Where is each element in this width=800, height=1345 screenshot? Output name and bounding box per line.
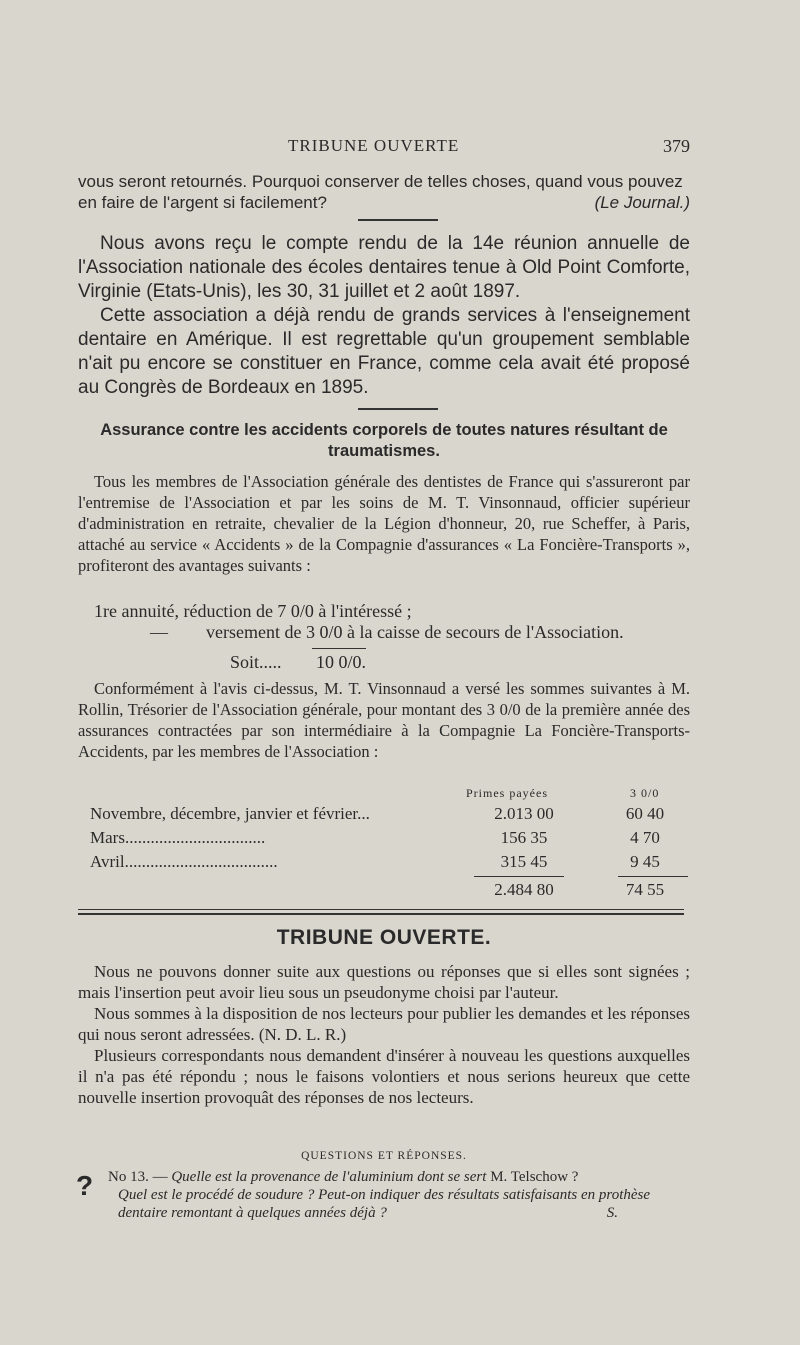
- question-author: M. Telschow ?: [490, 1169, 579, 1185]
- separator-rule: [358, 408, 438, 410]
- dash: —: [150, 622, 168, 642]
- assurance-heading: Assurance contre les accidents corporels de toutes natures résultant de traumatismes.: [100, 421, 668, 460]
- tribune-heading: TRIBUNE OUVERTE.: [276, 926, 492, 949]
- question-mark-icon: ?: [76, 1170, 94, 1201]
- soit-rule: [312, 648, 366, 649]
- journal-text: vous seront retournés. Pourquoi conserver de telles choses, quand vous pouvez en faire de l'argent si facilement?: [78, 172, 683, 212]
- total-pct: 74 55: [625, 880, 665, 899]
- questions-heading: QUESTIONS ET RÉPONSES.: [301, 1150, 467, 1162]
- association-para-1: Nous avons reçu le compte rendu de la 14e réunion annuelle de l'Association nationale des écoles dentaires tenue à Old Point Comforte, Virginie (Etats-Unis), les 30, 31 juillet et 2 août 1897.: [78, 233, 690, 302]
- tribune-para-1: Nous ne pouvons donner suite aux questions ou réponses que si elles sont signées ; mais l'insertion peut avoir lieu sous un pseudonyme choisi par l'auteur.: [78, 962, 690, 1002]
- versement-line: versement de 3 0/0 à la caisse de secours de l'Association.: [206, 622, 624, 642]
- paragraph-association: [78, 232, 690, 400]
- double-rule-top: [78, 909, 684, 910]
- question-number: No 13. —: [108, 1169, 168, 1185]
- association-para-2: Cette association a déjà rendu de grands services à l'enseignement dentaire en Amérique. Il est regrettable qu'un groupement semblable n'ait pu encore se constituer en France, comme cela avait été proposé au Congrès de Bordeaux en 1895.: [78, 305, 690, 398]
- separator-rule: [358, 219, 438, 221]
- soit-label: Soit.....: [230, 652, 282, 672]
- tribune-paragraphs: [78, 961, 690, 1108]
- tribune-para-2: Nous sommes à la disposition de nos lecteurs pour publier les demandes et les réponses qui nous seront adressées. (N. D. L. R.): [78, 1004, 690, 1044]
- journal-source: (Le Journal.): [594, 193, 690, 212]
- conformement-paragraph: [78, 678, 690, 762]
- conformement-text: Conformément à l'avis ci-dessus, M. T. Vinsonnaud a versé les sommes suivantes à M. Rollin, Trésorier de l'Association générale, pour montant des 3 0/0 de la première année des assurances contractées par son intermédiaire à la Compagnie La Foncière-Transports-Accidents, par les membres de l'Association :: [78, 679, 690, 761]
- running-title: TRIBUNE OUVERTE: [288, 136, 460, 155]
- double-rule-bottom: [78, 913, 684, 915]
- annuity-line: 1re annuité, réduction de 7 0/0 à l'intéressé ;: [94, 601, 412, 621]
- assurance-para-1: Tous les membres de l'Association générale des dentistes de France qui s'assureront par l'entremise de l'Association et par les soins de M. T. Vinsonnaud, officier supérieur d'administration en retraite, chevalier de la Légion d'honneur, 20, rue Scheffer, à Paris, attaché au service « Accidents » de la Compagnie d'assurances « La Foncière-Transports », profiteront des avantages suivants :: [78, 472, 690, 575]
- document-page: TRIBUNE OUVERTE 379 vous seront retournés. Pourquoi conserver de telles choses, quand vous pouvez en faire de l'argent si facilement? (Le Journal.) Nous avons reçu le compte rendu de la 14e réunion annuelle de l'Association nationale des écoles dentaires tenue à Old Point Comforte, Virginie (Etats-Unis), les 30, 31 juillet et 2 août 1897. Cette association a déjà rendu de grands services à l'enseignement dentaire en Amérique. Il est regrettable qu'un groupement semblable n'ait pu encore se constituer en France, comme cela avait été proposé au Congrès de Bordeaux en 1895. Assurance contre les accidents corporels de toutes natures résultant de traumatismes. Tous les membres de l'Association générale des dentistes de France qui s'assureront par l'entremise de l'Association et par les soins de M. T. Vinsonnaud, officier supérieur d'administration en retraite, chevalier de la Légion d'honneur, 20, rue Scheffer, à Paris, attaché au service « Accidents » de la Compagnie d'assurances « La Foncière-Transports », profiteront des avantages suivants : 1re annuité, réduction de 7 0/0 à l'intéressé ; — versement de 3 0/0 à la caisse de secours de l'Association. Soit..... 10 0/0. Conformément à l'avis ci-dessus, M. T. Vinsonnaud a versé les sommes suivantes à M. Rollin, Trésorier de l'Association générale, pour montant des 3 0/0 de la première année des assurances contractées par son intermédiaire à la Compagnie La Foncière-Transports-Accidents, par les membres de l'Association : Primes payées 3 0/0 Novembre, décembre, janvier et février... 2.013 00 60 40 Mars................................. 156 35 4 70 Avril.................................... 315 45 9 45 2.484 80 74 55 TRIBUNE OUVERTE. Nous ne pouvons donner suite aux questions ou réponses que si elles sont signées ; mais l'insertion peut avoir lieu sous un pseudonyme choisi par l'auteur. Nous sommes à la disposition de nos lecteurs pour publier les demandes et les réponses qui nous seront adressées. (N. D. L. R.) Plusieurs correspondants nous demandent d'insérer à nouveau les questions auxquelles il n'a pas été répondu ; nous le faisons volontiers et nous serions heureux que cette nouvelle insertion provoquât des réponses de nos lecteurs. QUESTIONS ET RÉPONSES. ? No 13. — Quelle est la provenance de l'aluminium dont se sert M. Telschow ? Quel est le procédé de soudure ? Peut-on indiquer des résultats satisfaisants en prothèse dentaire remontant à quelques années déjà ? S.: [76, 136, 690, 1221]
- question-1: Quelle est la provenance de l'aluminium dont se sert: [171, 1169, 487, 1185]
- tribune-para-3: Plusieurs correspondants nous demandent d'insérer à nouveau les questions auxquelles il n'a pas été répondu ; nous le faisons volontiers et nous serions heureux que cette nouvelle insertion provoquât des réponses de nos lecteurs.: [78, 1046, 690, 1107]
- running-header: [78, 136, 690, 162]
- paragraph-journal: [78, 171, 690, 213]
- soit-value: 10 0/0.: [316, 652, 367, 672]
- total-primes: 2.484 80: [494, 880, 554, 899]
- assurance-paragraph: [78, 471, 690, 576]
- col-header-pct: 3 0/0: [630, 786, 660, 800]
- sum-rule: [474, 876, 564, 877]
- question-item: [78, 1168, 690, 1222]
- col-header-primes: Primes payées: [466, 786, 548, 800]
- page-number: 379: [663, 136, 690, 156]
- question-2: Quel est le procédé de soudure ? Peut-on indiquer des résultats satisfaisants en prothèse dentaire remontant à quelques années déjà ?: [118, 1187, 651, 1221]
- question-signature: S.: [606, 1205, 618, 1221]
- sum-rule: [618, 876, 688, 877]
